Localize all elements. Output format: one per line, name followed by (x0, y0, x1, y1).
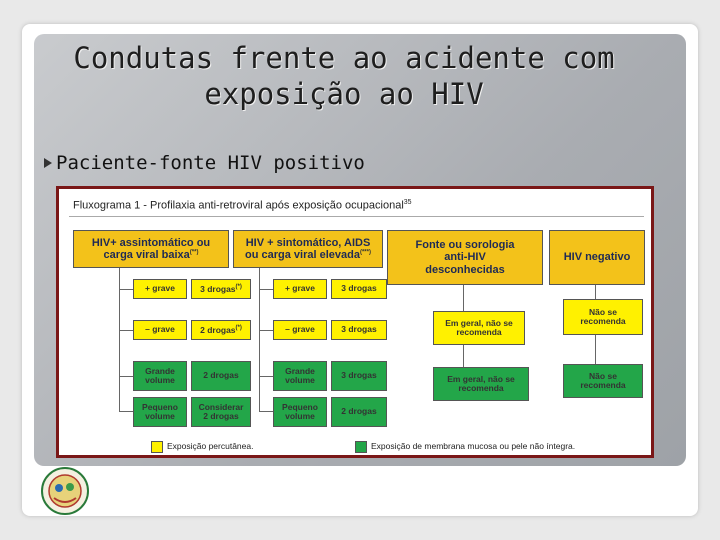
flowchart-figure (56, 186, 654, 458)
col3-percutaneous-recommendation: Em geral, não se recomenda (433, 311, 525, 345)
connector (119, 289, 133, 290)
col3-mucosal-recommendation: Em geral, não se recomenda (433, 367, 529, 401)
col1-small-volume: Pequeno volume (133, 397, 187, 427)
col4-mucosal-recommendation: Não se recomenda (563, 364, 643, 398)
col1-severe-regimen: 3 drogas(*) (191, 279, 251, 299)
title-divider (69, 216, 644, 217)
connector (119, 411, 133, 412)
col1-mild-regimen: 2 drogas(*) (191, 320, 251, 340)
header-unknown-source: Fonte ou sorologia anti-HIV desconhecidas (387, 230, 543, 285)
legend-yellow-label: Exposição percutânea. (167, 441, 254, 451)
bullet-arrow-icon (44, 158, 52, 168)
bullet-text: Paciente-fonte HIV positivo (56, 152, 365, 174)
connector (259, 330, 273, 331)
connector (119, 376, 133, 377)
slide-title (34, 40, 654, 112)
title-line-1: Condutas frente ao acidente com (73, 41, 615, 75)
col2-mild-percutaneous: – grave (273, 320, 327, 340)
flowchart-title: Fluxograma 1 - Profilaxia anti-retroviral após exposição ocupacional$^{35}$ (73, 199, 412, 212)
header-hiv-negative: HIV negativo (549, 230, 645, 285)
col2-large-volume-regimen: 3 drogas (331, 361, 387, 391)
col2-large-volume: Grande volume (273, 361, 327, 391)
col1-large-volume-regimen: 2 drogas (191, 361, 251, 391)
col1-small-volume-regimen: Considerar 2 drogas (191, 397, 251, 427)
bullet-item (44, 152, 365, 174)
legend-green-label: Exposição de membrana mucosa ou pele não íntegra. (371, 441, 576, 451)
connector (259, 289, 273, 290)
header-symptomatic: HIV + sintomático, AIDS ou carga viral elevada(***) (233, 230, 383, 268)
connector (259, 411, 273, 412)
header-asymptomatic: HIV+ assintomático ou carga viral baixa(**) (73, 230, 229, 268)
col1-large-volume: Grande volume (133, 361, 187, 391)
title-line-2: exposição ao HIV (204, 77, 484, 111)
col2-severe-regimen: 3 drogas (331, 279, 387, 299)
legend-yellow-swatch (151, 441, 163, 453)
institution-logo (40, 466, 90, 516)
col2-small-volume: Pequeno volume (273, 397, 327, 427)
connector (259, 376, 273, 377)
col2-small-volume-regimen: 2 drogas (331, 397, 387, 427)
col2-mild-regimen: 3 drogas (331, 320, 387, 340)
legend-green-swatch (355, 441, 367, 453)
col2-severe-percutaneous: + grave (273, 279, 327, 299)
connector (119, 330, 133, 331)
col1-severe-percutaneous: + grave (133, 279, 187, 299)
col1-mild-percutaneous: – grave (133, 320, 187, 340)
col4-percutaneous-recommendation: Não se recomenda (563, 299, 643, 335)
